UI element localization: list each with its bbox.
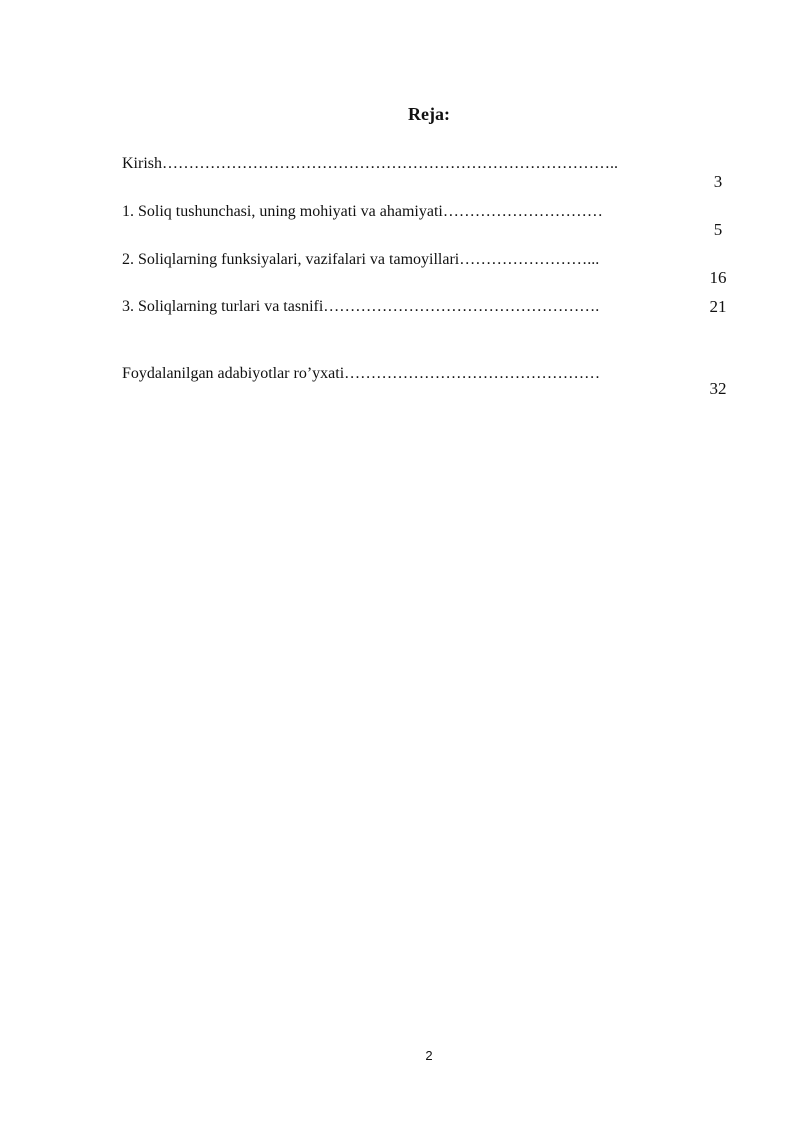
toc-entry-text: 3. Soliqlarning turlari va tasnifi……………………………………………. (122, 298, 600, 315)
toc-entry-text: 2. Soliqlarning funksiyalari, vazifalari va tamoyillari……………………... (122, 251, 600, 268)
toc-entry-page: 3 (713, 172, 723, 191)
toc-entry-text: 1. Soliq tushunchasi, uning mohiyati va ahamiyati………………………… (122, 203, 603, 220)
toc-entry-text: Foydalanilgan adabiyotlar ro’yxati………………………………………… (122, 365, 601, 382)
page-title: Reja: (408, 104, 450, 124)
page-number: 2 (425, 1048, 433, 1063)
toc-entry-page: 32 (709, 379, 727, 398)
toc-entry-page: 5 (713, 220, 723, 239)
toc-entry-page: 16 (709, 268, 727, 287)
toc-entry-page: 21 (709, 297, 727, 316)
toc-entry-text: Kirish………………………………………………………………………….. (122, 155, 618, 172)
